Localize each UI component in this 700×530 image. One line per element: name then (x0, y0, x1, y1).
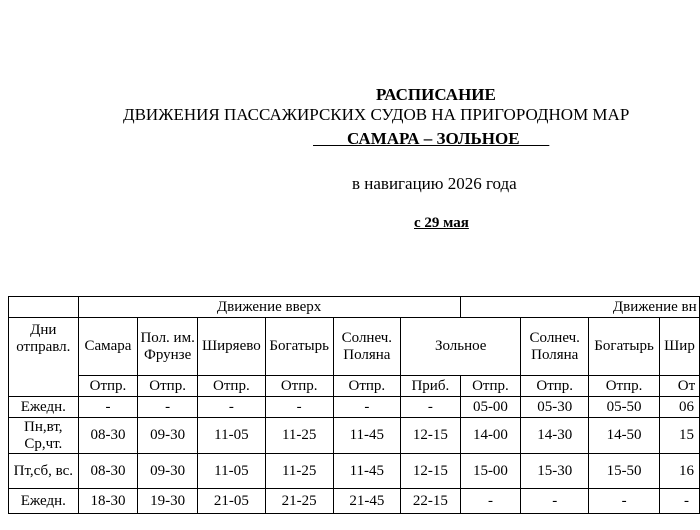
navigation-period: в навигацию 2026 года (352, 174, 517, 193)
station-header: Богатырь (589, 318, 660, 376)
time-cell: 14-00 (460, 418, 521, 454)
table-row (9, 418, 700, 454)
time-cell: - (265, 397, 333, 418)
time-cell: 21-25 (265, 489, 333, 514)
action-header: Отпр. (521, 376, 589, 397)
time-cell: 11-25 (265, 454, 333, 489)
time-cell: - (138, 397, 198, 418)
station-header: Пол. им. Фрунзе (138, 318, 198, 376)
action-header: Отпр. (460, 376, 521, 397)
time-cell: - (589, 489, 660, 514)
table-row (9, 489, 700, 514)
time-cell: 22-15 (401, 489, 460, 514)
time-cell: - (197, 397, 265, 418)
action-header: Отпр. (333, 376, 401, 397)
time-cell: 19-30 (138, 489, 198, 514)
direction-down-header: Движение вн (460, 297, 699, 318)
time-cell: - (333, 397, 401, 418)
time-cell: 15-30 (521, 454, 589, 489)
time-cell: - (660, 489, 700, 514)
time-cell: 11-05 (197, 418, 265, 454)
document-subtitle: ДВИЖЕНИЯ ПАССАЖИРСКИХ СУДОВ НА ПРИГОРОДНОМ МАР (123, 105, 630, 124)
station-header: Солнеч. Поляна (521, 318, 589, 376)
table-row (9, 397, 700, 418)
time-cell: 12-15 (401, 418, 460, 454)
time-cell: 12-15 (401, 454, 460, 489)
time-cell: 08-30 (78, 454, 138, 489)
time-cell: 09-30 (138, 454, 198, 489)
corner-cell (9, 297, 79, 318)
time-cell: 21-45 (333, 489, 401, 514)
table-row (9, 454, 700, 489)
time-cell: 14-30 (521, 418, 589, 454)
schedule-table (8, 296, 700, 514)
time-cell: 11-45 (333, 454, 401, 489)
station-header: Шир (660, 318, 700, 376)
time-cell: 16 (660, 454, 700, 489)
days-header: Дни отправл. (9, 318, 79, 397)
action-header: Приб. (401, 376, 460, 397)
time-cell: 08-30 (78, 418, 138, 454)
station-header: Ширяево (197, 318, 265, 376)
action-header: Отпр. (265, 376, 333, 397)
action-header: Отпр. (197, 376, 265, 397)
action-header: Отпр. (589, 376, 660, 397)
direction-up-header: Движение вверх (78, 297, 460, 318)
station-header: Солнеч. Поляна (333, 318, 401, 376)
time-cell: 21-05 (197, 489, 265, 514)
time-cell: - (460, 489, 521, 514)
time-cell: 11-25 (265, 418, 333, 454)
station-header: Зольное (401, 318, 521, 376)
time-cell: 15-00 (460, 454, 521, 489)
days-cell: Ежедн. (9, 489, 79, 514)
time-cell: - (521, 489, 589, 514)
time-cell: - (78, 397, 138, 418)
time-cell: - (401, 397, 460, 418)
time-cell: 11-45 (333, 418, 401, 454)
action-header: Отпр. (78, 376, 138, 397)
station-header: Богатырь (265, 318, 333, 376)
document-title: РАСПИСАНИЕ (376, 85, 496, 104)
days-cell: Ежедн. (9, 397, 79, 418)
time-cell: 15-50 (589, 454, 660, 489)
time-cell: 05-00 (460, 397, 521, 418)
action-header: Отпр. (138, 376, 198, 397)
time-cell: 14-50 (589, 418, 660, 454)
time-cell: 09-30 (138, 418, 198, 454)
time-cell: 18-30 (78, 489, 138, 514)
start-date: с 29 мая (414, 215, 469, 231)
action-header: От (660, 376, 700, 397)
days-cell: Пн,вт, Ср,чт. (9, 418, 79, 454)
time-cell: 05-50 (589, 397, 660, 418)
time-cell: 15 (660, 418, 700, 454)
station-header: Самара (78, 318, 138, 376)
time-cell: 05-30 (521, 397, 589, 418)
time-cell: 06 (660, 397, 700, 418)
days-cell: Пт,сб, вс. (9, 454, 79, 489)
route-title: САМАРА – ЗОЛЬНОЕ (347, 129, 520, 148)
time-cell: 11-05 (197, 454, 265, 489)
